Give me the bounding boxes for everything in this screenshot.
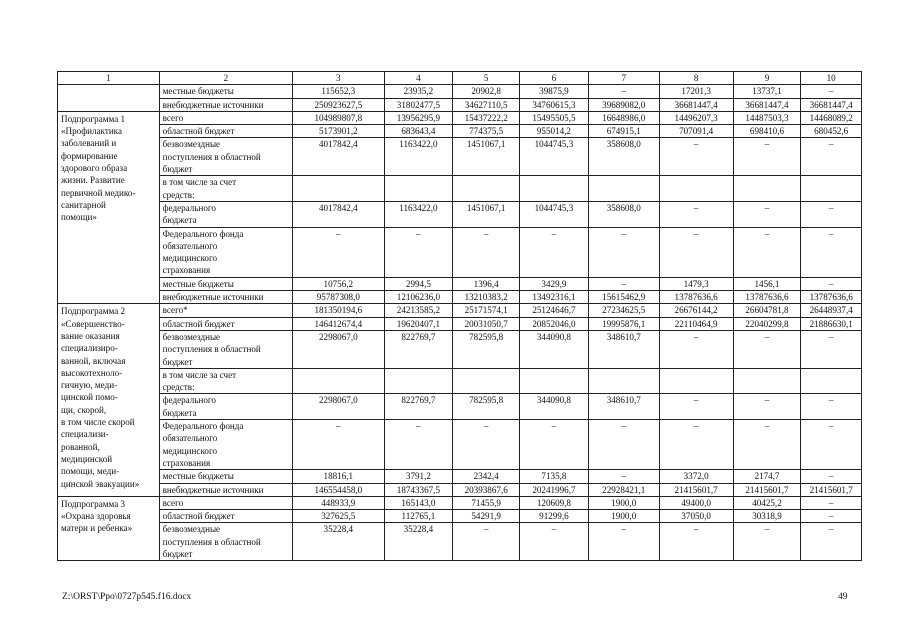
funding-source-line: Федерального фонда [162, 421, 244, 432]
amount-cell [588, 176, 659, 202]
amount-cell: 10756,2 [293, 277, 384, 290]
amount-cell [520, 368, 589, 394]
amount-cell: 181350194,6 [293, 304, 384, 317]
amount-cell: – [520, 227, 589, 277]
table-row [58, 368, 862, 394]
amount-cell: – [659, 201, 733, 227]
column-header: 10 [801, 72, 862, 85]
amount-cell: 13787636,6 [659, 291, 733, 304]
amount-cell: – [801, 394, 862, 420]
amount-cell: 955014,2 [520, 125, 589, 138]
amount-cell: 344090,8 [520, 394, 589, 420]
amount-cell: – [453, 420, 520, 470]
amount-cell: 24213585,2 [384, 304, 453, 317]
amount-cell: – [801, 227, 862, 277]
funding-source-cell [159, 138, 292, 176]
subprogram-cell [58, 111, 160, 303]
amount-cell: 104989807,8 [293, 111, 384, 124]
amount-cell [520, 176, 589, 202]
amount-cell: 91299,6 [520, 510, 589, 523]
amount-cell: – [733, 523, 801, 561]
amount-cell: 34760615,3 [520, 98, 589, 111]
funding-source-line: обязательного [162, 433, 218, 444]
amount-cell [801, 368, 862, 394]
funding-source-line: бюджета [162, 407, 197, 418]
funding-source-line: средств: [162, 189, 195, 200]
amount-cell: 20902,8 [453, 85, 520, 98]
amount-cell: 1396,4 [453, 277, 520, 290]
amount-cell: 14468089,2 [801, 111, 862, 124]
amount-cell: – [733, 420, 801, 470]
amount-cell: – [588, 227, 659, 277]
subprogram-cell [58, 85, 160, 112]
amount-cell: 23935,2 [384, 85, 453, 98]
amount-cell: 18743367,5 [384, 483, 453, 496]
subprogram-title-line: Подпрограмма 1 [61, 113, 126, 124]
amount-cell: 327625,5 [293, 510, 384, 523]
amount-cell: 250923627,5 [293, 98, 384, 111]
amount-cell: – [801, 277, 862, 290]
subprogram-title-line: цинской помо- [61, 392, 118, 403]
funding-source-line: областной бюджет [162, 511, 235, 522]
amount-cell: – [588, 85, 659, 98]
amount-cell: – [801, 420, 862, 470]
amount-cell: 26604781,8 [733, 304, 801, 317]
amount-cell: 1044745,3 [520, 201, 589, 227]
amount-cell: 26676144,2 [659, 304, 733, 317]
amount-cell: – [659, 138, 733, 176]
footer-page-number: 49 [838, 592, 848, 602]
amount-cell: 1044745,3 [520, 138, 589, 176]
subprogram-title-line: медицинской [61, 453, 113, 464]
amount-cell: 54291,9 [453, 510, 520, 523]
column-header: 8 [659, 72, 733, 85]
amount-cell: 13956295,9 [384, 111, 453, 124]
funding-source-line: всего [162, 112, 184, 123]
amount-cell: 146412674,4 [293, 317, 384, 330]
table-row [58, 510, 862, 523]
amount-cell: 14496207,3 [659, 111, 733, 124]
amount-cell: 782595,8 [453, 394, 520, 420]
funding-source-line: средств: [162, 382, 195, 393]
subprogram-title-line: специализиро- [61, 343, 118, 354]
amount-cell: 3372,0 [659, 470, 733, 483]
subprogram-title-line: щи, скорой, [61, 404, 107, 415]
amount-cell: – [520, 523, 589, 561]
subprogram-title-line: санитарной [61, 199, 106, 210]
amount-cell: 348610,7 [588, 330, 659, 368]
amount-cell: 16648986,0 [588, 111, 659, 124]
funding-source-line: местные бюджеты [162, 278, 234, 289]
amount-cell: 19620407,1 [384, 317, 453, 330]
amount-cell: 707091,4 [659, 125, 733, 138]
funding-source-cell [159, 277, 292, 290]
amount-cell: 13787636,6 [801, 291, 862, 304]
amount-cell: 21415601,7 [733, 483, 801, 496]
amount-cell: 15437222,2 [453, 111, 520, 124]
amount-cell: – [659, 420, 733, 470]
funding-source-cell [159, 470, 292, 483]
amount-cell: – [801, 85, 862, 98]
funding-source-cell [159, 330, 292, 368]
subprogram-title-line: ванной, включая [61, 355, 126, 366]
column-header: 4 [384, 72, 453, 85]
funding-source-line: в том числе за счет [162, 177, 237, 188]
amount-cell: 22110464,9 [659, 317, 733, 330]
amount-cell: – [733, 227, 801, 277]
amount-cell: 35228,4 [293, 523, 384, 561]
table-row [58, 111, 862, 124]
amount-cell: – [588, 523, 659, 561]
funding-source-line: страхования [162, 457, 211, 468]
column-header: 1 [58, 72, 160, 85]
subprogram-title-line: Подпрограмма 2 [61, 306, 126, 317]
amount-cell: 49400,0 [659, 496, 733, 509]
table-row [58, 291, 862, 304]
funding-source-line: федерального [162, 395, 216, 406]
amount-cell: 112765,1 [384, 510, 453, 523]
amount-cell: 31802477,5 [384, 98, 453, 111]
amount-cell: 21415601,7 [801, 483, 862, 496]
amount-cell: – [520, 420, 589, 470]
amount-cell: – [384, 227, 453, 277]
funding-source-cell [159, 496, 292, 509]
subprogram-cell [58, 496, 160, 560]
table-row [58, 227, 862, 277]
funding-source-cell [159, 125, 292, 138]
funding-source-line: внебюджетные источники [162, 484, 264, 495]
amount-cell: 14487503,3 [733, 111, 801, 124]
funding-source-cell [159, 227, 292, 277]
subprogram-title-line: формирование [61, 150, 118, 161]
amount-cell: – [801, 138, 862, 176]
amount-cell: 39689082,0 [588, 98, 659, 111]
funding-source-line: внебюджетные источники [162, 292, 264, 303]
footer-file-path: Z:\ORST\Ppo\0727p545.f16.docx [62, 592, 192, 602]
amount-cell: 22928421,1 [588, 483, 659, 496]
table-row [58, 330, 862, 368]
subprogram-title-line: специализи- [61, 429, 109, 440]
amount-cell: – [801, 496, 862, 509]
amount-cell: 13210383,2 [453, 291, 520, 304]
subprogram-title-line: «Профилактика [61, 126, 122, 137]
funding-source-line: местные бюджеты [162, 471, 234, 482]
subprogram-title-line: в том числе скорой [61, 417, 135, 428]
subprogram-title-line: помощи» [61, 212, 97, 223]
table-row [58, 470, 862, 483]
amount-cell: 1456,1 [733, 277, 801, 290]
amount-cell: 1163422,0 [384, 201, 453, 227]
amount-cell: 3429,9 [520, 277, 589, 290]
amount-cell: 2298067,0 [293, 330, 384, 368]
amount-cell: 165143,0 [384, 496, 453, 509]
funding-source-cell [159, 317, 292, 330]
funding-source-line: поступления в областной [162, 151, 261, 162]
amount-cell: 7135,8 [520, 470, 589, 483]
amount-cell: 36681447,4 [801, 98, 862, 111]
amount-cell: 1451067,1 [453, 201, 520, 227]
amount-cell: 17201,3 [659, 85, 733, 98]
amount-cell: – [588, 470, 659, 483]
amount-cell: – [733, 201, 801, 227]
amount-cell: 22040299,8 [733, 317, 801, 330]
amount-cell: 21415601,7 [659, 483, 733, 496]
amount-cell: 1900,0 [588, 496, 659, 509]
amount-cell: 115652,3 [293, 85, 384, 98]
table-row [58, 277, 862, 290]
amount-cell: 25124646,7 [520, 304, 589, 317]
table-row [58, 98, 862, 111]
amount-cell: – [293, 420, 384, 470]
subprogram-title-line: матери и ребенка» [61, 523, 133, 534]
amount-cell: 774375,5 [453, 125, 520, 138]
funding-source-line: в том числе за счет [162, 369, 237, 380]
amount-cell: 358608,0 [588, 201, 659, 227]
amount-cell [733, 368, 801, 394]
amount-cell: 4017842,4 [293, 201, 384, 227]
subprogram-title-line: гичную, меди- [61, 380, 118, 391]
amount-cell: 13492316,1 [520, 291, 589, 304]
amount-cell: – [384, 420, 453, 470]
budget-table [57, 71, 862, 561]
funding-source-cell [159, 201, 292, 227]
amount-cell: 822769,7 [384, 394, 453, 420]
amount-cell: – [659, 394, 733, 420]
amount-cell: 30318,9 [733, 510, 801, 523]
amount-cell: 39875,9 [520, 85, 589, 98]
amount-cell: 26448937,4 [801, 304, 862, 317]
funding-source-line: федерального [162, 202, 216, 213]
amount-cell: – [293, 227, 384, 277]
funding-source-line: местные бюджеты [162, 86, 234, 97]
amount-cell [659, 368, 733, 394]
amount-cell [453, 176, 520, 202]
funding-source-line: поступления в областной [162, 536, 261, 547]
amount-cell: 20241996,7 [520, 483, 589, 496]
table-row [58, 138, 862, 176]
funding-source-line: безвозмездные [162, 331, 221, 342]
amount-cell: 13737,1 [733, 85, 801, 98]
funding-source-line: безвозмездные [162, 524, 221, 535]
amount-cell: – [659, 523, 733, 561]
amount-cell: 2174,7 [733, 470, 801, 483]
table-row [58, 394, 862, 420]
subprogram-title-line: жизни. Развитие [61, 175, 125, 186]
subprogram-title-line: вание оказания [61, 330, 120, 341]
amount-cell: 3791,2 [384, 470, 453, 483]
amount-cell: 448933,9 [293, 496, 384, 509]
column-header: 6 [520, 72, 589, 85]
subprogram-title-line: первичной медико- [61, 187, 136, 198]
funding-source-line: внебюджетные источники [162, 99, 264, 110]
amount-cell: 674915,1 [588, 125, 659, 138]
amount-cell: 20852046,0 [520, 317, 589, 330]
amount-cell [801, 176, 862, 202]
amount-cell: 2994,5 [384, 277, 453, 290]
column-header: 2 [159, 72, 292, 85]
funding-source-line: всего* [162, 305, 188, 316]
amount-cell [293, 176, 384, 202]
funding-source-line: бюджета [162, 215, 197, 226]
amount-cell: 36681447,4 [733, 98, 801, 111]
funding-source-line: областной бюджет [162, 318, 235, 329]
amount-cell: 698410,6 [733, 125, 801, 138]
funding-source-line: всего [162, 497, 184, 508]
subprogram-title-line: помощи, меди- [61, 466, 120, 477]
amount-cell: – [801, 523, 862, 561]
funding-source-line: поступления в областной [162, 344, 261, 355]
subprogram-cell [58, 304, 160, 496]
subprogram-title-line: цинской эвакуации» [61, 478, 140, 489]
funding-source-line: бюджет [162, 164, 193, 175]
table-row [58, 317, 862, 330]
amount-cell: 25171574,1 [453, 304, 520, 317]
amount-cell: 19995876,1 [588, 317, 659, 330]
funding-source-cell [159, 291, 292, 304]
column-header: 5 [453, 72, 520, 85]
amount-cell: 683643,4 [384, 125, 453, 138]
amount-cell: – [801, 470, 862, 483]
table-row [58, 85, 862, 98]
amount-cell: 822769,7 [384, 330, 453, 368]
amount-cell [384, 368, 453, 394]
table-row [58, 201, 862, 227]
subprogram-title-line: высокотехноло- [61, 367, 123, 378]
amount-cell [453, 368, 520, 394]
subprogram-title-line: «Охрана здоровья [61, 511, 131, 522]
amount-cell: 35228,4 [384, 523, 453, 561]
amount-cell: 120609,8 [520, 496, 589, 509]
amount-cell: 358608,0 [588, 138, 659, 176]
amount-cell: – [453, 227, 520, 277]
column-header: 3 [293, 72, 384, 85]
amount-cell: – [733, 330, 801, 368]
amount-cell: 20031050,7 [453, 317, 520, 330]
amount-cell: 4017842,4 [293, 138, 384, 176]
amount-cell: – [801, 330, 862, 368]
amount-cell: 13787636,6 [733, 291, 801, 304]
amount-cell: 12106236,0 [384, 291, 453, 304]
amount-cell: 1900,0 [588, 510, 659, 523]
amount-cell: 95787308,0 [293, 291, 384, 304]
funding-source-cell [159, 394, 292, 420]
amount-cell: – [733, 138, 801, 176]
table-row [58, 420, 862, 470]
amount-cell: 1163422,0 [384, 138, 453, 176]
amount-cell: 348610,7 [588, 394, 659, 420]
funding-source-line: безвозмездные [162, 139, 221, 150]
amount-cell: 34627110,5 [453, 98, 520, 111]
funding-source-line: областной бюджет [162, 126, 235, 137]
amount-cell: 18816,1 [293, 470, 384, 483]
amount-cell: 2342,4 [453, 470, 520, 483]
table-header-row [58, 72, 862, 85]
amount-cell: 15615462,9 [588, 291, 659, 304]
amount-cell: 782595,8 [453, 330, 520, 368]
amount-cell: 27234625,5 [588, 304, 659, 317]
funding-source-line: страхования [162, 265, 211, 276]
column-header: 9 [733, 72, 801, 85]
funding-source-line: обязательного [162, 240, 218, 251]
funding-source-line: бюджет [162, 356, 193, 367]
amount-cell: 20393867,6 [453, 483, 520, 496]
amount-cell: – [588, 420, 659, 470]
amount-cell [659, 176, 733, 202]
amount-cell: 40425,2 [733, 496, 801, 509]
subprogram-title-line: заболеваний и [61, 138, 117, 149]
funding-source-line: бюджет [162, 548, 193, 559]
subprogram-title-line: здорового образа [61, 163, 128, 174]
subprogram-title-line: Подпрограмма 3 [61, 498, 126, 509]
subprogram-title-line: «Совершенство- [61, 318, 125, 329]
funding-source-line: Федерального фонда [162, 228, 244, 239]
amount-cell: – [801, 201, 862, 227]
amount-cell: – [588, 277, 659, 290]
table-row [58, 304, 862, 317]
funding-source-cell [159, 304, 292, 317]
funding-source-cell [159, 483, 292, 496]
funding-source-line: медицинского [162, 253, 217, 264]
amount-cell [293, 368, 384, 394]
table-row [58, 523, 862, 561]
subprogram-title-line: рованной, [61, 441, 100, 452]
amount-cell: 5173901,2 [293, 125, 384, 138]
funding-source-cell [159, 523, 292, 561]
amount-cell: 2298067,0 [293, 394, 384, 420]
funding-source-cell [159, 85, 292, 98]
amount-cell: – [453, 523, 520, 561]
funding-source-cell [159, 176, 292, 202]
table-row [58, 483, 862, 496]
amount-cell: 1479,3 [659, 277, 733, 290]
amount-cell: 1451067,1 [453, 138, 520, 176]
amount-cell: 71455,9 [453, 496, 520, 509]
amount-cell: – [801, 510, 862, 523]
funding-source-cell [159, 111, 292, 124]
amount-cell: 37050,0 [659, 510, 733, 523]
amount-cell: 21886630,1 [801, 317, 862, 330]
table-row [58, 125, 862, 138]
amount-cell: – [659, 227, 733, 277]
amount-cell: – [733, 394, 801, 420]
funding-source-cell [159, 98, 292, 111]
funding-source-cell [159, 420, 292, 470]
amount-cell: 146554458,0 [293, 483, 384, 496]
amount-cell [733, 176, 801, 202]
amount-cell [588, 368, 659, 394]
funding-source-line: медицинского [162, 445, 217, 456]
amount-cell [384, 176, 453, 202]
amount-cell: – [659, 330, 733, 368]
table-row [58, 176, 862, 202]
funding-source-cell [159, 510, 292, 523]
column-header: 7 [588, 72, 659, 85]
amount-cell: 15495505,5 [520, 111, 589, 124]
amount-cell: 36681447,4 [659, 98, 733, 111]
amount-cell: 344090,8 [520, 330, 589, 368]
funding-source-cell [159, 368, 292, 394]
amount-cell: 680452,6 [801, 125, 862, 138]
table-row [58, 496, 862, 509]
